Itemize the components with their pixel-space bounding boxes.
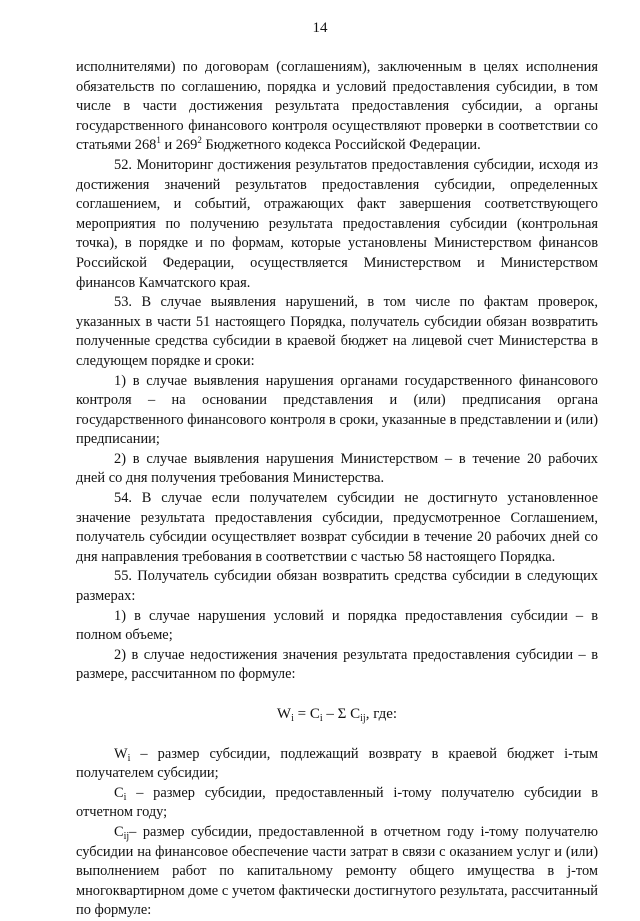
definition-ci-symbol: C <box>114 784 124 801</box>
article-268-superscript: 1 <box>156 135 161 146</box>
formula-w-subscript: i <box>291 713 294 724</box>
definition-ci <box>76 784 598 823</box>
formula-w: W <box>276 706 292 722</box>
paragraph-53: 53. В случае выявления нарушений, в том числе по фактам проверок, указанных в части 51 настоящего Порядка, получатель субсидии обязан возвратить полученные средства субсидии в краевой бюджет на лицевой счет Министерства в следующем порядке и сроки: <box>76 294 598 369</box>
document-body <box>76 58 598 921</box>
definition-cij-text: – размер субсидии, предоставленной в отчетном году i-тому получателю субсидии на финансовое обеспечение части затрат в связи с оказанием услуг и (или) выполнением работ по капитальному ремонту общего имущества в j-том многоквартирном доме с учетом фактически достигнутого результата, рассчитанный по формуле: <box>76 823 598 919</box>
definition-ci-text: – размер субсидии, предоставленный i-тому получателю субсидии в отчетном году; <box>76 784 598 821</box>
definition-ci-subscript: i <box>123 791 127 803</box>
definition-wi <box>76 745 598 784</box>
paragraph-54: 54. В случае если получателем субсидии не достигнуто установленное значение результата предоставления субсидии, предусмотренное Соглашением, получатель субсидии осуществляет возврат субсидии в течение 20 рабочих дней со дня направления требования в соответствии с частью 58 настоящего Порядка. <box>76 490 598 565</box>
paragraph-53-item-2: 2) в случае выявления нарушения Министерством – в течение 20 рабочих дней со дня получения требования Министерства. <box>76 450 598 487</box>
paragraph-51-text-a: исполнителями) по договорам (соглашениям), заключенным в целях исполнения обязательств по соглашению, порядка и условий предоставления субсидии, в том числе в части достижения результата предоставления субсидии, а органы государственного финансового контроля осуществляют проверки в соответствии со статьями 268 <box>76 59 598 154</box>
paragraph-53-item-1: 1) в случае выявления нарушения органами государственного финансового контроля – на основании представления и (или) предписания органа государственного финансового контроля в сроки, указанные в представлении и (или) предписании; <box>76 372 598 448</box>
definition-cij-subscript: ij <box>123 830 130 842</box>
paragraph-51-text-b: Бюджетного кодекса Российской Федерации. <box>201 137 481 154</box>
paragraph-51-text-mid: и 269 <box>160 137 198 154</box>
paragraph-55-item-1: 1) в случае нарушения условий и порядка предоставления субсидии – в полном объеме; <box>76 607 598 644</box>
formula-eq: = C <box>293 706 320 722</box>
definition-cij <box>76 823 598 921</box>
paragraph-55: 55. Получатель субсидии обязан возвратить средства субсидии в следующих размерах: <box>76 568 598 605</box>
refund-formula <box>76 705 598 725</box>
formula-cij-subscript: ij <box>360 713 366 724</box>
formula-tail: , где: <box>365 706 398 722</box>
formula-c-subscript: i <box>319 713 323 724</box>
formula-mid: – Σ C <box>322 706 361 722</box>
definition-wi-symbol: W <box>114 745 128 762</box>
definition-wi-subscript: i <box>127 752 131 764</box>
paragraph-55-item-2: 2) в случае недостижения значения результата предоставления субсидии – в размере, рассчитанном по формуле: <box>76 646 598 683</box>
paragraph-52: 52. Мониторинг достижения результатов предоставления субсидии, исходя из достижения значений результатов предоставления субсидии, определенных соглашением, и событий, отражающих факт завершения соответствующего мероприятия по получению результата предоставления субсидии (контрольная точка), в порядке и по формам, которые установлены Министерством финансов Российской Федерации, осуществляется Министерством и Министерством финансов Камчатского края. <box>76 156 598 291</box>
definition-cij-symbol: C <box>114 823 124 840</box>
page-number: 14 <box>312 20 328 36</box>
paragraph-51-continuation <box>76 58 598 156</box>
definition-wi-text: – размер субсидии, подлежащий возврату в краевой бюджет i-тым получателем субсидии; <box>76 745 598 782</box>
article-269-superscript: 2 <box>197 135 202 146</box>
